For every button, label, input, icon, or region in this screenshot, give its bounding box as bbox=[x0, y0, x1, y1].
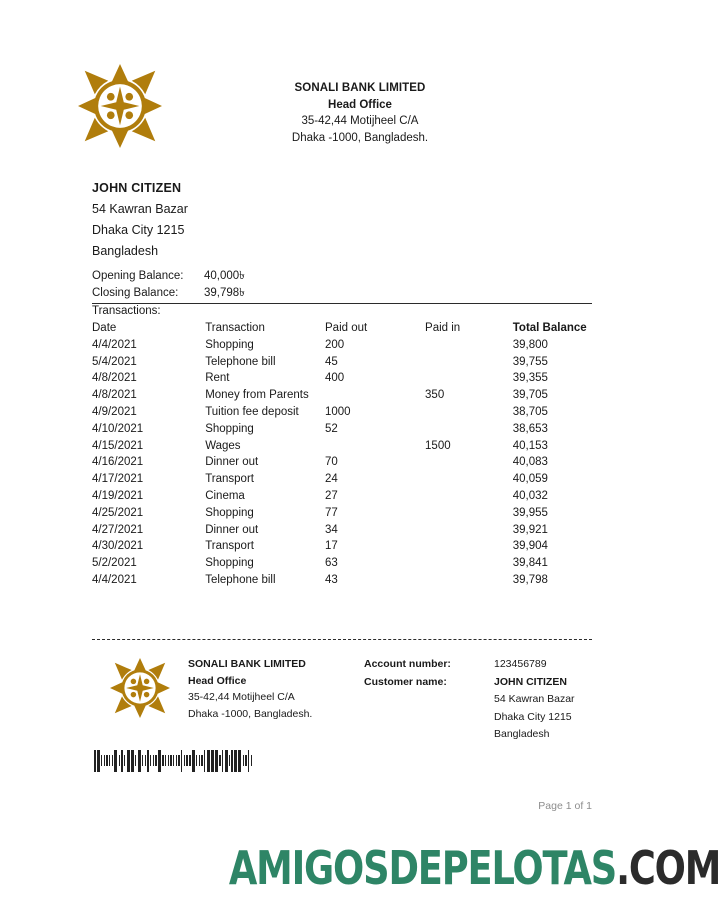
site-watermark bbox=[145, 842, 725, 894]
table-row bbox=[92, 507, 592, 524]
barcode-bar bbox=[204, 750, 206, 772]
cell-transaction: Shopping bbox=[205, 506, 254, 519]
barcode-bar bbox=[196, 755, 198, 766]
barcode-bar bbox=[176, 755, 178, 766]
cell-date: 4/4/2021 bbox=[92, 338, 137, 351]
customer-address-block bbox=[92, 178, 188, 262]
column-header-paid-in: Paid in bbox=[425, 322, 461, 334]
footer-bank-city: Dhaka -1000, Bangladesh. bbox=[188, 707, 313, 720]
barcode-bar bbox=[124, 755, 126, 766]
transactions-label: Transactions: bbox=[92, 305, 161, 317]
barcode-bar bbox=[94, 750, 96, 772]
customer-address-line-1: 54 Kawran Bazar bbox=[92, 202, 188, 216]
cell-total-balance: 39,800 bbox=[512, 338, 548, 351]
cell-date: 4/15/2021 bbox=[92, 439, 144, 452]
barcode-bar bbox=[201, 755, 203, 766]
barcode-bar bbox=[162, 755, 164, 766]
cell-transaction: Shopping bbox=[205, 557, 254, 570]
table-row bbox=[92, 557, 592, 574]
cell-paid-out: 1000 bbox=[325, 405, 351, 418]
cell-transaction: Transport bbox=[205, 473, 254, 486]
footer-bank-logo-container bbox=[92, 652, 188, 718]
barcode-bar bbox=[215, 750, 218, 772]
table-row bbox=[92, 574, 592, 591]
barcode-bar bbox=[121, 750, 123, 772]
barcode-bar bbox=[114, 750, 117, 772]
cell-total-balance: 39,904 bbox=[512, 540, 548, 553]
cell-transaction: Dinner out bbox=[205, 456, 259, 469]
barcode-bar bbox=[170, 755, 172, 766]
footer-bank-street: 35-42,44 Motijheel C/A bbox=[188, 691, 295, 703]
barcode-bar bbox=[207, 750, 210, 772]
barcode-bar bbox=[199, 755, 201, 766]
barcode-bar bbox=[112, 755, 114, 766]
barcode-bar bbox=[211, 750, 214, 772]
barcode-bar bbox=[178, 755, 180, 766]
cell-paid-out: 34 bbox=[325, 523, 338, 536]
barcode-bar bbox=[222, 750, 224, 772]
barcode-bar bbox=[138, 750, 141, 772]
cell-paid-in bbox=[425, 406, 513, 423]
cell-paid-in bbox=[425, 524, 513, 541]
barcode-bar bbox=[109, 755, 111, 766]
cell-date: 4/9/2021 bbox=[92, 405, 137, 418]
cell-paid-in: 350 bbox=[425, 389, 445, 402]
cell-paid-in bbox=[425, 456, 513, 473]
cell-transaction: Transport bbox=[205, 540, 254, 553]
bank-logo-container bbox=[0, 62, 240, 148]
footer-divider bbox=[92, 639, 592, 640]
cell-total-balance: 39,705 bbox=[512, 389, 548, 402]
barcode-bar bbox=[245, 755, 247, 766]
cell-transaction: Telephone bill bbox=[205, 573, 276, 586]
table-row bbox=[92, 356, 592, 373]
cell-paid-out: 63 bbox=[325, 557, 338, 570]
table-row bbox=[92, 406, 592, 423]
cell-paid-out bbox=[325, 440, 425, 457]
barcode-bar bbox=[142, 755, 144, 766]
barcode-bar bbox=[101, 755, 103, 766]
bank-street: 35-42,44 Motijheel C/A bbox=[301, 115, 419, 127]
cell-paid-out: 200 bbox=[325, 338, 345, 351]
cell-paid-out: 43 bbox=[325, 573, 338, 586]
table-row bbox=[92, 339, 592, 356]
cell-date: 4/10/2021 bbox=[92, 422, 144, 435]
barcode-bar bbox=[238, 750, 241, 772]
cell-total-balance: 39,841 bbox=[512, 557, 548, 570]
barcode-bar bbox=[145, 755, 147, 766]
cell-paid-in bbox=[425, 557, 513, 574]
table-row bbox=[92, 440, 592, 457]
cell-transaction: Rent bbox=[205, 372, 230, 385]
table-header-row bbox=[92, 322, 592, 339]
cell-paid-out: 45 bbox=[325, 355, 338, 368]
opening-balance-row bbox=[92, 268, 245, 285]
cell-date: 4/19/2021 bbox=[92, 489, 144, 502]
table-row bbox=[92, 524, 592, 541]
cell-paid-out: 17 bbox=[325, 540, 338, 553]
balances-divider bbox=[92, 303, 592, 304]
footer-customer-line-3: Bangladesh bbox=[494, 728, 550, 740]
cell-paid-in bbox=[425, 574, 513, 591]
barcode-bar bbox=[234, 750, 237, 772]
footer-customer-line-1: 54 Kawran Bazar bbox=[494, 693, 575, 705]
barcode-bar bbox=[168, 755, 170, 766]
document-footer bbox=[92, 652, 592, 744]
footer-bank-name: SONALI BANK LIMITED bbox=[188, 658, 306, 670]
cell-date: 4/25/2021 bbox=[92, 506, 144, 519]
column-header-date: Date bbox=[92, 322, 117, 334]
cell-total-balance: 40,083 bbox=[512, 456, 548, 469]
footer-bank-address bbox=[188, 652, 364, 722]
cell-date: 4/27/2021 bbox=[92, 523, 144, 536]
sunburst-star-logo-icon bbox=[110, 658, 170, 718]
cell-total-balance: 38,705 bbox=[512, 405, 548, 418]
footer-account-labels bbox=[364, 652, 494, 691]
cell-total-balance: 39,798 bbox=[512, 573, 548, 586]
cell-date: 4/16/2021 bbox=[92, 456, 144, 469]
barcode-bar bbox=[104, 755, 106, 766]
cell-transaction: Cinema bbox=[205, 489, 245, 502]
barcode-bar bbox=[97, 750, 100, 772]
barcode-bar bbox=[243, 755, 245, 766]
balances-summary bbox=[92, 268, 245, 302]
cell-date: 5/4/2021 bbox=[92, 355, 137, 368]
cell-total-balance: 39,755 bbox=[512, 355, 548, 368]
watermark-main-text: AMIGOSDEPELOTAS bbox=[228, 841, 617, 895]
cell-transaction: Money from Parents bbox=[205, 389, 309, 402]
barcode-bar bbox=[127, 750, 130, 772]
footer-customer-name: JOHN CITIZEN bbox=[494, 675, 567, 688]
closing-balance-label: Closing Balance: bbox=[92, 287, 179, 299]
cell-transaction: Wages bbox=[205, 439, 241, 452]
postnet-barcode-icon bbox=[94, 750, 253, 776]
cell-total-balance: 40,059 bbox=[512, 473, 548, 486]
cell-paid-out: 400 bbox=[325, 372, 345, 385]
column-header-transaction: Transaction bbox=[205, 322, 265, 334]
bank-office: Head Office bbox=[328, 98, 392, 111]
cell-transaction: Dinner out bbox=[205, 523, 259, 536]
barcode-bar bbox=[184, 755, 186, 766]
barcode-bar bbox=[248, 750, 250, 772]
cell-total-balance: 38,653 bbox=[512, 422, 548, 435]
page-number: Page 1 of 1 bbox=[538, 800, 592, 812]
barcode-bar bbox=[229, 755, 231, 766]
column-header-total-balance: Total Balance bbox=[512, 322, 587, 334]
cell-paid-in bbox=[425, 473, 513, 490]
cell-paid-out: 52 bbox=[325, 422, 338, 435]
cell-paid-out: 27 bbox=[325, 489, 338, 502]
cell-paid-out bbox=[325, 389, 425, 406]
cell-date: 4/8/2021 bbox=[92, 372, 137, 385]
customer-address-line-3: Bangladesh bbox=[92, 244, 159, 258]
barcode-bar bbox=[150, 755, 152, 766]
table-row bbox=[92, 490, 592, 507]
opening-balance-value: 40,000৳ bbox=[204, 270, 245, 282]
barcode-bar bbox=[186, 755, 188, 766]
table-row bbox=[92, 540, 592, 557]
barcode-bar bbox=[165, 755, 167, 766]
cell-paid-in bbox=[425, 490, 513, 507]
barcode-bar bbox=[119, 755, 121, 766]
cell-transaction: Tuition fee deposit bbox=[205, 405, 299, 418]
cell-total-balance: 40,153 bbox=[512, 439, 548, 452]
barcode-bar bbox=[181, 750, 183, 772]
customer-name-label: Customer name: bbox=[364, 675, 447, 688]
table-row bbox=[92, 372, 592, 389]
barcode-bar bbox=[135, 755, 137, 766]
cell-paid-in bbox=[425, 356, 513, 373]
table-row bbox=[92, 456, 592, 473]
account-number-label: Account number: bbox=[364, 658, 451, 670]
opening-balance-label: Opening Balance: bbox=[92, 270, 184, 282]
footer-bank-office: Head Office bbox=[188, 674, 247, 687]
cell-total-balance: 40,032 bbox=[512, 489, 548, 502]
barcode-bar bbox=[131, 750, 134, 772]
closing-balance-value: 39,798৳ bbox=[204, 287, 245, 299]
cell-total-balance: 39,355 bbox=[512, 372, 548, 385]
cell-paid-out: 77 bbox=[325, 506, 338, 519]
cell-paid-in bbox=[425, 423, 513, 440]
barcode-bar bbox=[106, 755, 108, 766]
barcode-bar bbox=[189, 755, 191, 766]
column-header-paid-out: Paid out bbox=[325, 322, 368, 334]
table-row bbox=[92, 473, 592, 490]
barcode-bar bbox=[251, 755, 253, 766]
table-row bbox=[92, 389, 592, 406]
footer-account-values bbox=[494, 652, 575, 744]
cell-date: 4/30/2021 bbox=[92, 540, 144, 553]
barcode-bar bbox=[225, 750, 228, 772]
cell-paid-in bbox=[425, 372, 513, 389]
cell-paid-out: 70 bbox=[325, 456, 338, 469]
sunburst-star-logo-icon bbox=[78, 64, 162, 148]
cell-paid-out: 24 bbox=[325, 473, 338, 486]
barcode-bar bbox=[153, 755, 155, 766]
cell-transaction: Shopping bbox=[205, 338, 254, 351]
watermark-suffix-text: .COM bbox=[616, 841, 721, 895]
cell-transaction: Shopping bbox=[205, 422, 254, 435]
barcode-bar bbox=[219, 755, 221, 766]
cell-date: 4/17/2021 bbox=[92, 473, 144, 486]
barcode-bar bbox=[231, 750, 233, 772]
barcode-bar bbox=[173, 755, 175, 766]
cell-total-balance: 39,955 bbox=[512, 506, 548, 519]
bank-city: Dhaka -1000, Bangladesh. bbox=[291, 131, 429, 144]
barcode-bar bbox=[192, 750, 195, 772]
cell-transaction: Telephone bill bbox=[205, 355, 276, 368]
cell-paid-in bbox=[425, 339, 513, 356]
closing-balance-row bbox=[92, 285, 245, 302]
bank-name: SONALI BANK LIMITED bbox=[294, 82, 426, 94]
cell-paid-in bbox=[425, 507, 513, 524]
barcode-bar bbox=[158, 750, 161, 772]
account-number-value: 123456789 bbox=[494, 658, 547, 670]
transactions-table bbox=[92, 322, 592, 591]
table-row bbox=[92, 423, 592, 440]
transactions-body bbox=[92, 339, 592, 591]
footer-customer-line-2: Dhaka City 1215 bbox=[494, 710, 572, 723]
cell-paid-in bbox=[425, 540, 513, 557]
customer-address-line-2: Dhaka City 1215 bbox=[92, 223, 185, 237]
cell-date: 4/8/2021 bbox=[92, 389, 137, 402]
cell-date: 5/2/2021 bbox=[92, 557, 137, 570]
barcode-bar bbox=[155, 755, 157, 766]
cell-date: 4/4/2021 bbox=[92, 573, 137, 586]
bank-address-block bbox=[240, 62, 480, 146]
cell-total-balance: 39,921 bbox=[512, 523, 548, 536]
customer-name: JOHN CITIZEN bbox=[92, 181, 182, 195]
document-header bbox=[0, 62, 595, 148]
barcode-bar bbox=[147, 750, 149, 772]
cell-paid-in: 1500 bbox=[425, 439, 451, 452]
